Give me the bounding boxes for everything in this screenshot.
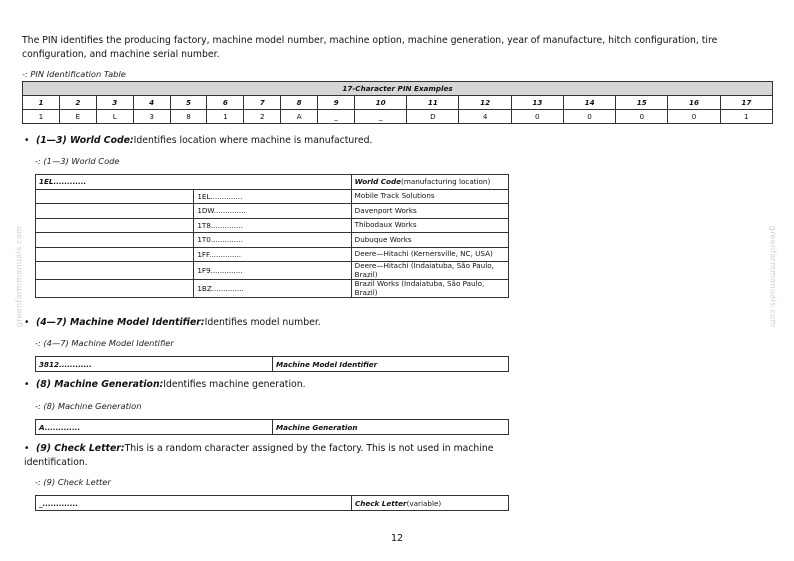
model-id-left: 3812............ — [36, 357, 273, 372]
pin-position-cell: 9 — [318, 96, 355, 110]
pin-value-cell: A — [281, 110, 318, 124]
model-id-caption: -: (4—7) Machine Model Identifier — [35, 338, 174, 348]
check-letter-left: _............. — [36, 496, 352, 511]
table-row — [36, 189, 509, 204]
world-code-empty-cell — [36, 280, 194, 298]
world-code-head-right-rest: (manufacturing location) — [401, 176, 491, 186]
model-id-title: (4—7) Machine Model Identifier: — [36, 317, 205, 328]
bullet-dot-icon: • — [24, 379, 30, 390]
pin-position-cell: 12 — [459, 96, 511, 110]
check-letter-right — [352, 496, 509, 511]
pin-position-cell: 17 — [720, 96, 772, 110]
pin-value-cell: 0 — [563, 110, 615, 124]
pin-table-header: 17-Character PIN Examples — [23, 82, 773, 96]
check-letter-caption: -: (9) Check Letter — [35, 477, 111, 487]
check-letter-title: (9) Check Letter: — [36, 443, 125, 454]
generation-caption: -: (8) Machine Generation — [35, 401, 142, 411]
pin-position-cell: 10 — [355, 96, 407, 110]
world-code-value: 1FF.............. — [194, 247, 351, 262]
table-row — [36, 280, 509, 298]
world-code-location: Dubuque Works — [351, 233, 508, 248]
table-row — [36, 233, 509, 248]
pin-position-cell: 7 — [244, 96, 281, 110]
pin-value-cell: 3 — [133, 110, 170, 124]
pin-position-cell: 11 — [407, 96, 459, 110]
table-row — [36, 204, 509, 219]
pin-value-cell: 0 — [668, 110, 720, 124]
table-row — [36, 247, 509, 262]
world-code-value: 1BZ.............. — [194, 280, 351, 298]
pin-position-cell: 13 — [511, 96, 563, 110]
world-code-text: Identifies location where machine is manufactured. — [133, 135, 373, 146]
world-code-value: 1EL.............. — [194, 189, 351, 204]
pin-value-cell: 2 — [244, 110, 281, 124]
world-code-value: 1T8.............. — [194, 218, 351, 233]
world-code-head-left: 1EL............ — [36, 175, 352, 190]
world-code-location: Deere—Hitachi (Kernersville, NC, USA) — [351, 247, 508, 262]
pin-position-cell: 14 — [563, 96, 615, 110]
pin-position-cell: 5 — [170, 96, 207, 110]
world-code-location: Mobile Track Solutions — [351, 189, 508, 204]
pin-position-cell: 8 — [281, 96, 318, 110]
pin-value-cell: 0 — [616, 110, 668, 124]
world-code-empty-cell — [36, 189, 194, 204]
check-letter-right-bold: Check Letter — [355, 498, 407, 508]
world-code-empty-cell — [36, 218, 194, 233]
world-code-empty-cell — [36, 204, 194, 219]
pin-value-cell: L — [96, 110, 133, 124]
pin-position-cell: 3 — [96, 96, 133, 110]
page-number: 12 — [390, 533, 404, 544]
world-code-empty-cell — [36, 247, 194, 262]
generation-right: Machine Generation — [273, 420, 509, 435]
pin-position-cell: 4 — [133, 96, 170, 110]
bullet-dot-icon: • — [24, 317, 30, 328]
pin-number-row — [23, 96, 773, 110]
generation-bullet — [24, 378, 494, 392]
world-code-value: 1F9.............. — [194, 262, 351, 280]
pin-position-cell: 15 — [616, 96, 668, 110]
pin-value-cell: _ — [318, 110, 355, 124]
world-code-head-right — [351, 175, 508, 190]
world-code-bullet — [24, 134, 494, 148]
generation-title: (8) Machine Generation: — [36, 379, 164, 390]
pin-value-cell: 1 — [720, 110, 772, 124]
model-id-right: Machine Model Identifier — [273, 357, 509, 372]
pin-table-caption: -: PIN Identification Table — [22, 69, 126, 79]
pin-position-cell: 1 — [23, 96, 60, 110]
world-code-location: Brazil Works (Indaiatuba, São Paulo, Brazil) — [351, 280, 508, 298]
check-letter-table — [35, 495, 509, 511]
check-letter-text: This is a random character assigned by the factory. This is not used in machine identification. — [24, 443, 494, 468]
model-id-bullet — [24, 316, 494, 330]
bullet-dot-icon: • — [24, 135, 30, 146]
pin-value-cell: 1 — [207, 110, 244, 124]
bullet-dot-icon: • — [24, 443, 30, 454]
watermark-right: greenfarmmanuals.com — [768, 225, 778, 328]
world-code-value: 1DW.............. — [194, 204, 351, 219]
generation-left: A............. — [36, 420, 273, 435]
generation-text: Identifies machine generation. — [163, 379, 306, 390]
world-code-caption: -: (1—3) World Code — [35, 156, 120, 166]
pin-position-cell: 6 — [207, 96, 244, 110]
table-row — [36, 262, 509, 280]
world-code-location: Davenport Works — [351, 204, 508, 219]
check-letter-bullet — [24, 442, 494, 470]
pin-value-cell: 4 — [459, 110, 511, 124]
pin-value-cell: D — [407, 110, 459, 124]
pin-value-cell: E — [59, 110, 96, 124]
world-code-empty-cell — [36, 262, 194, 280]
pin-value-cell: 8 — [170, 110, 207, 124]
model-id-table — [35, 356, 509, 372]
intro-paragraph: The PIN identifies the producing factory, machine model number, machine option, machine generation, year of manufacture, hitch configuration, tire configuration, and machine serial number. — [22, 35, 718, 60]
world-code-table — [35, 174, 509, 298]
model-id-text: Identifies model number. — [204, 317, 321, 328]
watermark-left: greenfarmmanuals.com — [14, 225, 24, 328]
pin-position-cell: 2 — [59, 96, 96, 110]
pin-value-cell: 1 — [23, 110, 60, 124]
world-code-location: Thibodaux Works — [351, 218, 508, 233]
world-code-location: Deere—Hitachi (Indaiatuba, São Paulo, Brazil) — [351, 262, 508, 280]
world-code-title: (1—3) World Code: — [36, 135, 134, 146]
world-code-head-right-bold: World Code — [354, 176, 402, 186]
pin-table — [22, 81, 773, 124]
world-code-value: 1T0.............. — [194, 233, 351, 248]
world-code-empty-cell — [36, 233, 194, 248]
generation-table — [35, 419, 509, 435]
pin-value-cell: 0 — [511, 110, 563, 124]
table-row — [36, 218, 509, 233]
check-letter-right-rest: (variable) — [406, 498, 442, 508]
pin-position-cell: 16 — [668, 96, 720, 110]
pin-value-cell: _ — [355, 110, 407, 124]
pin-value-row — [23, 110, 773, 124]
